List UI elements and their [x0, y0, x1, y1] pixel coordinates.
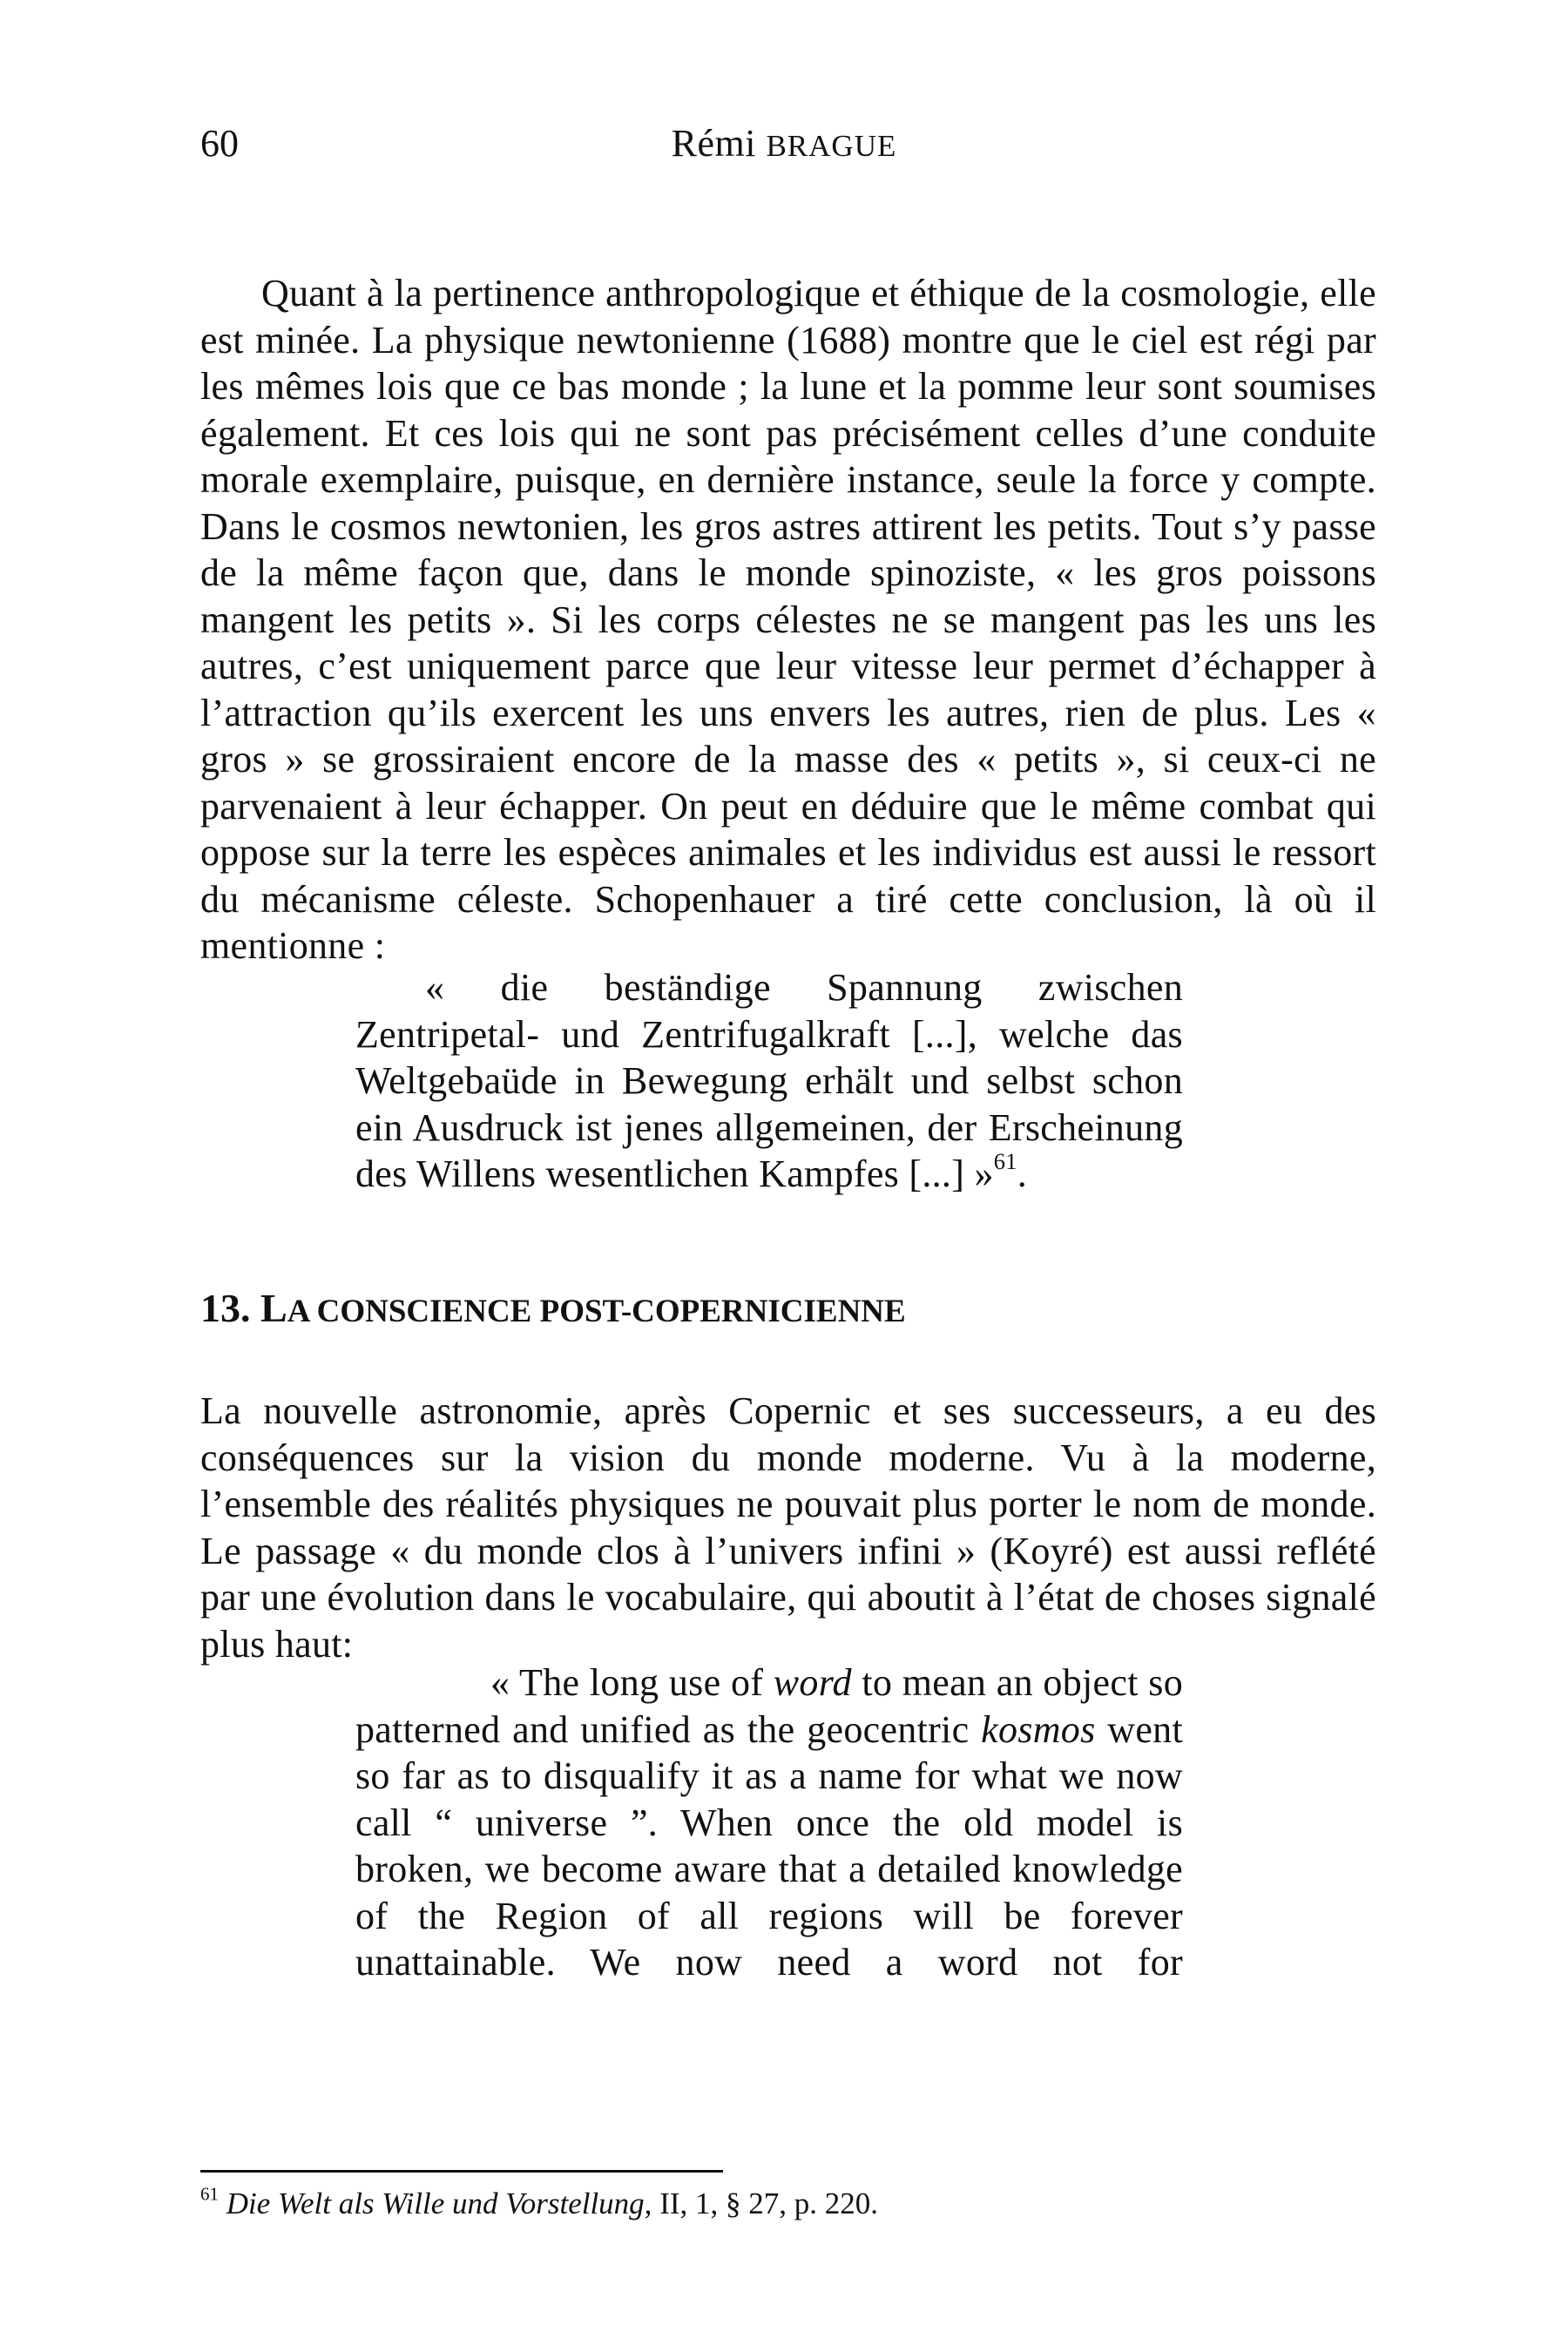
- body-paragraph-1: Quant à la pertinence anthropologique et éthique de la cosmologie, elle est minée. La physique newtonienne (1688) montre que le ciel est régi par les mêmes lois que ce bas monde ; la lune et la pomme leur sont soumises également. Et ces lois qui ne sont pas précisément celles d’une conduite morale exemplaire, puisque, en dernière instance, seule la force y compte. Dans le cosmos newtonien, les gros astres attirent les petits. Tout s’y passe de la même façon que, dans le monde spinoziste, « les gros poissons mangent les petits ». Si les corps célestes ne se mangent pas les uns les autres, c’est uniquement parce que leur vitesse leur permet d’échapper à l’attraction qu’ils exercent les uns envers les autres, rien de plus. Les « gros » se grossiraient encore de la masse des « petits », si ceux-ci ne parvenaient à leur échapper. On peut en déduire que le même combat qui oppose sur la terre les espèces animales et les individus est aussi le ressort du mécanisme céleste. Schopenhauer a tiré cette conclusion, là où il mentionne :: [200, 272, 1376, 967]
- block-quote-schopenhauer: [355, 964, 1183, 1198]
- quote-1-text: « die beständige Spannung zwischen Zentripetal- und Zentrifugalkraft [...], welche das Weltgebaüde in Bewegung erhält und selbst schon ein Ausdruck ist jenes allgemeinen, der Erscheinung des Willens wesentlichen Kampfes [...] »: [355, 966, 1183, 1195]
- quote-2-italic-word: word: [773, 1661, 852, 1704]
- quote-2-part-3: went so far as to disqualify it as a name for what we now call “ universe ”. When once the old model is broken, we become aware that a detailed knowledge of the Region of all regions will be forever unattainable. We now need a word not for: [355, 1707, 1183, 1984]
- author-last-name: BRAGUE: [766, 129, 897, 163]
- footnote-title: Die Welt als Wille und Vorstellung,: [226, 2186, 652, 2220]
- section-title-a: A: [287, 1294, 309, 1329]
- section-title-initial: L: [260, 1286, 287, 1330]
- body-paragraph-2: La nouvelle astronomie, après Copernic et ses successeurs, a eu des conséquences sur la vision du monde moderne. Vu à la moderne, l’ensemble des réalités physiques ne pouvait plus porter le nom de monde. Le passage « du monde clos à l’univers infini » (Koyré) est aussi reflété par une évolution dans le vocabulaire, qui aboutit à l’état de choses signalé plus haut:: [200, 1389, 1376, 1666]
- quote-2-part-2: to mean an object so patterned and unified as the geocentric: [355, 1661, 1183, 1751]
- footnote-reference: II, 1, § 27, p. 220.: [652, 2186, 878, 2220]
- footnote-61: [200, 2185, 1376, 2223]
- section-title-rest: CONSCIENCE POST-COPERNICIENNE: [308, 1294, 906, 1329]
- footnote-number: 61: [200, 2183, 219, 2205]
- block-quote-universe: [355, 1659, 1183, 1986]
- quote-2-italic-kosmos: kosmos: [981, 1707, 1096, 1751]
- page-number: 60: [200, 122, 239, 165]
- author-first-name: Rémi: [671, 122, 756, 165]
- running-head: [0, 120, 1568, 170]
- footnote-ref-61[interactable]: 61: [993, 1148, 1017, 1175]
- quote-1-end: .: [1017, 1152, 1028, 1195]
- section-heading: [200, 1284, 906, 1336]
- footnote-rule: [200, 2170, 723, 2173]
- quote-2-part-1: « The long use of: [490, 1661, 774, 1704]
- section-number: 13.: [200, 1286, 251, 1330]
